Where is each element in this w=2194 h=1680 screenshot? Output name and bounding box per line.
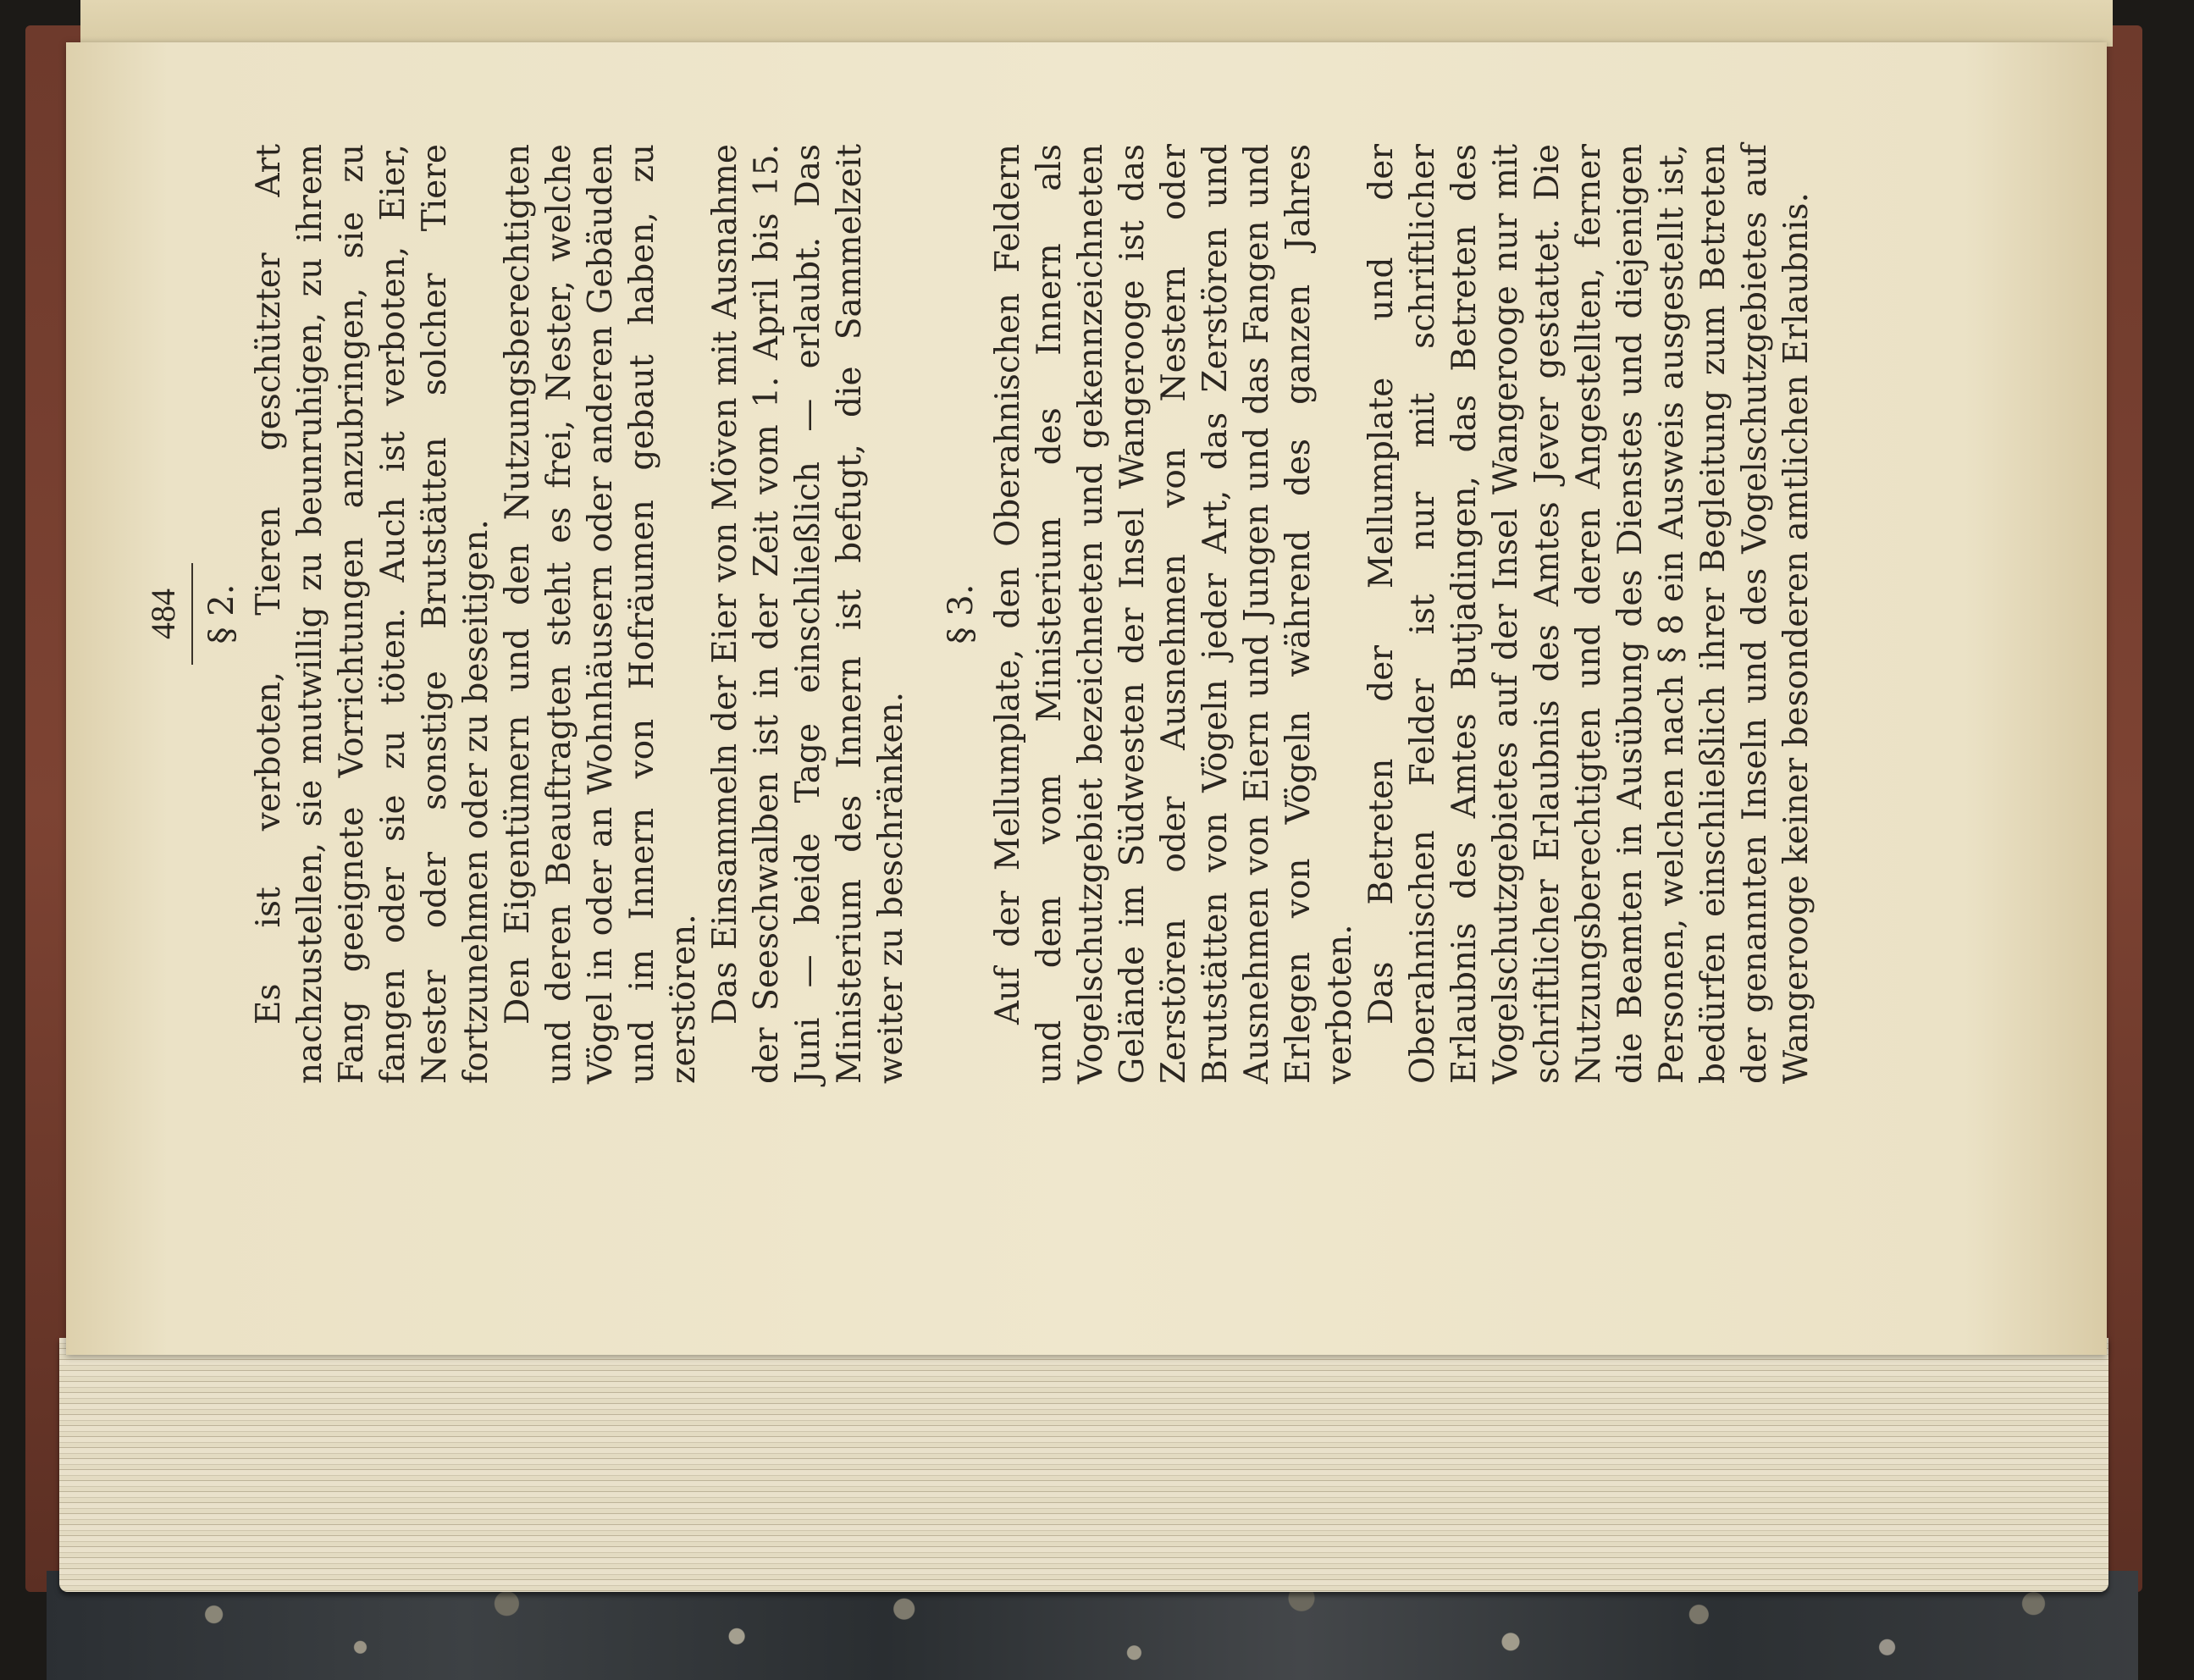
page-edges: [59, 1338, 2108, 1592]
paragraph: Das Betreten der Mellumplate und der Oberahnischen Felder ist nur mit schriftlicher Erlaubnis des Amtes Butjadingen, das Betreten des Vogelschutzgebietes auf der Insel Wangerooge nur mit schriftlicher Erlaubnis des Amtes Jever gestattet. Die Nutzungsberechtigten und deren Angestellten, ferner die Beamten in Ausübung des Dienstes und diejenigen Personen, welchen nach § 8 ein Ausweis ausgestellt ist, bedürfen einschließlich ihrer Begleitung zum Betreten der genannten Inseln und des Vogelschutzgebietes auf Wangerooge keiner besonderen amtlichen Erlaubnis.: [1362, 144, 1815, 1084]
paragraph: Das Einsammeln der Eier von Möven mit Ausnahme der Seeschwalben ist in der Zeit vom 1. April bis 15. Juni — beide Tage einschließlich — erlaubt. Das Ministerium des Innern ist befugt, die Sammelzeit weiter zu beschränken.: [706, 144, 910, 1084]
section-heading: § 2.: [202, 583, 241, 644]
paragraph: Auf der Mellumplate, den Oberahnischen Feldern und dem vom Ministerium des Innern als Vogelschutzgebiet bezeichneten und gekennzeichneten Gelände im Südwesten der Insel Wangerooge ist das Zerstören oder Ausnehmen von Nestern oder Brutstätten von Vögeln jeder Art, das Zerstören und Ausnehmen von Eiern und Jungen und das Fangen und Erlegen von Vögeln während des ganzen Jahres verboten.: [989, 144, 1359, 1084]
page-text: [134, 144, 1844, 1084]
header-rule: [191, 563, 193, 665]
paragraph: Es ist verboten, Tieren geschützter Art nachzustellen, sie mutwillig zu beunruhigen, zu ihrem Fang geeignete Vorrichtungen anzubringen, sie zu fangen oder sie zu töten. Auch ist verboten, Eier, Nester oder sonstige Brutstätten solcher Tiere fortzunehmen oder zu beseitigen.: [250, 144, 495, 1084]
section-spacer: [912, 144, 936, 1084]
section-heading: § 3.: [942, 583, 981, 644]
page-number: 484: [144, 589, 182, 639]
paragraph: Den Eigentümern und den Nutzungsberechtigten und deren Beauftragten steht es frei, Nester, welche Vögel in oder an Wohnhäusern oder anderen Gebäuden und im Innern von Hofräumen gebaut haben, zu zerstören.: [499, 144, 703, 1084]
previous-page-edge: [80, 0, 2113, 47]
